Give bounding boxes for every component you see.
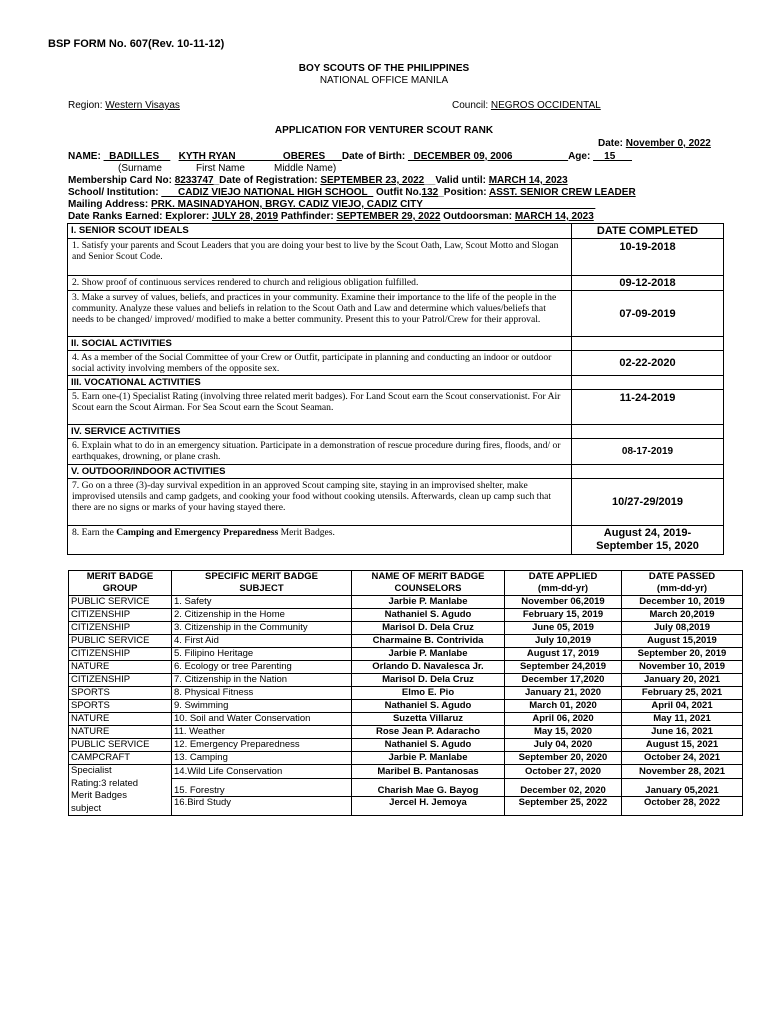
dob-value: _DECEMBER 09, 2006__________	[407, 151, 569, 162]
date-completed-header: DATE COMPLETED	[572, 224, 724, 239]
subject-header: SPECIFIC MERIT BADGE SUBJECT	[172, 571, 352, 596]
explorer-value: JULY 28, 2019	[211, 211, 279, 222]
date-label: Date:	[598, 138, 626, 149]
counselor-cell: Suzetta Villaruz	[352, 713, 505, 726]
counselor-cell: Nathaniel S. Agudo	[352, 609, 505, 622]
subject-cell: 4. First Aid	[172, 635, 352, 648]
table-row	[68, 479, 724, 526]
region-row	[68, 100, 180, 111]
applied-cell: November 06,2019	[505, 596, 622, 609]
group-cell: CITIZENSHIP	[69, 648, 172, 661]
requirement-date: 08-17-2019	[572, 439, 724, 465]
group-cell: CITIZENSHIP	[69, 674, 172, 687]
membership-value: 8233747	[174, 175, 214, 186]
requirement-text: 5. Earn one-(1) Specialist Rating (involving three related merit badges). For Land Scout earn the Scout conservationist. For Air Scout earn the Scout Airman. For Sea Scout earn the Scout Seaman.	[68, 390, 572, 425]
specialist-line: Rating:3 related	[71, 777, 139, 789]
council-label: Council:	[452, 100, 491, 111]
requirement-text: 4. As a member of the Social Committee of your Crew or Outfit, participate in planning and conducting an indoor or outdoor social activity involving members of the opposite sex.	[68, 351, 572, 376]
subject-cell: 5. Filipino Heritage	[172, 648, 352, 661]
passed-cell: July 08,2019	[622, 622, 743, 635]
region-label: Region:	[68, 100, 106, 111]
table-row	[69, 609, 743, 622]
passed-cell: December 10, 2019	[622, 596, 743, 609]
group-cell: SPORTS	[69, 700, 172, 713]
section-outdoor-indoor-activities: V. OUTDOOR/INDOOR ACTIVITIES	[68, 465, 572, 479]
applied-cell: December 02, 2020	[505, 778, 622, 797]
applied-cell: July 04, 2020	[505, 739, 622, 752]
school-row	[68, 187, 636, 198]
organization-name: BOY SCOUTS OF THE PHILIPPINES	[298, 63, 470, 74]
table-row	[68, 390, 724, 425]
subject-cell: 14.Wild Life Conservation	[172, 765, 352, 779]
counselor-cell: Jarbie P. Manlabe	[352, 596, 505, 609]
outdoorsman-value: MARCH 14, 2023	[514, 211, 594, 222]
subject-cell: 15. Forestry	[172, 778, 352, 797]
counselor-cell: Orlando D. Navalesca Jr.	[352, 661, 505, 674]
applied-cell: April 06, 2020	[505, 713, 622, 726]
table-row	[68, 351, 724, 376]
table-row	[68, 425, 724, 439]
date-range-start: August 24, 2019-	[603, 527, 692, 539]
empty-cell	[572, 425, 724, 439]
group-cell: CAMPCRAFT	[69, 752, 172, 765]
subject-cell: 2. Citizenship in the Home	[172, 609, 352, 622]
date-range-end: September 15, 2020	[596, 540, 699, 552]
membership-row	[68, 175, 568, 186]
requirement-date: 02-22-2020	[572, 351, 724, 376]
section-service-activities: IV. SERVICE ACTIVITIES	[68, 425, 572, 439]
merit-badge-group-header: MERIT BADGE GROUP	[69, 571, 172, 596]
table-row	[69, 700, 743, 713]
table-row	[69, 739, 743, 752]
subject-cell: 10. Soil and Water Conservation	[172, 713, 352, 726]
group-cell: PUBLIC SERVICE	[69, 739, 172, 752]
passed-cell: April 04, 2021	[622, 700, 743, 713]
first-name-value: KYTH RYAN ________	[178, 151, 283, 162]
requirement-date: 10/27-29/2019	[572, 479, 724, 526]
applied-cell: May 15, 2020	[505, 726, 622, 739]
applied-cell: September 25, 2022	[505, 797, 622, 816]
table-row	[68, 276, 724, 291]
mailing-label: Mailing Address:	[68, 199, 151, 210]
requirement-text: 7. Go on a three (3)-day survival expedition in an approved Scout camping site, staying in an improvised shelter, make improvised utensils and camp gadgets, and cooking your food without cooking utensils. Afterwards, clean up camp such that there are no signs or marks of your having stayed there.	[68, 479, 572, 526]
council-value: NEGROS OCCIDENTAL	[490, 100, 601, 111]
ranks-label: Date Ranks Earned: Explorer:	[68, 211, 212, 222]
position-label: _Position:	[438, 187, 489, 198]
table-row	[68, 224, 724, 239]
passed-cell: October 24, 2021	[622, 752, 743, 765]
counselor-cell: Maribel B. Pantanosas	[352, 765, 505, 779]
valid-label: __Valid until:	[424, 175, 489, 186]
empty-cell	[572, 465, 724, 479]
outfit-label: Outfit No.	[373, 187, 422, 198]
form-code: BSP FORM No. 607(Rev. 10-11-12)	[48, 38, 225, 50]
group-cell: CITIZENSHIP	[69, 622, 172, 635]
age-label: Age:	[568, 151, 594, 162]
pathfinder-label: Pathfinder:	[278, 211, 337, 222]
requirement-8-badges: Camping and Emergency Preparedness	[116, 527, 279, 538]
registration-label: _Date of Registration:	[213, 175, 321, 186]
specialist-line: Specialist	[71, 765, 112, 776]
passed-cell: February 25, 2021	[622, 687, 743, 700]
dob-label: Date of Birth:	[341, 151, 408, 162]
section-senior-scout-ideals: I. SENIOR SCOUT IDEALS	[68, 224, 572, 239]
subject-cell: 8. Physical Fitness	[172, 687, 352, 700]
applied-cell: July 10,2019	[505, 635, 622, 648]
requirement-text	[68, 526, 572, 555]
school-value: ___CADIZ VIEJO NATIONAL HIGH SCHOOL_	[161, 187, 374, 198]
table-row	[68, 439, 724, 465]
passed-cell: November 28, 2021	[622, 765, 743, 779]
date-applied-header: DATE APPLIED (mm-dd-yr)	[505, 571, 622, 596]
subject-cell: 6. Ecology or tree Parenting	[172, 661, 352, 674]
counselor-cell: Jarbie P. Manlabe	[352, 648, 505, 661]
passed-cell: August 15,2019	[622, 635, 743, 648]
counselor-cell: Charmaine B. Contrivida	[352, 635, 505, 648]
counselor-header: NAME OF MERIT BADGE COUNSELORS	[352, 571, 505, 596]
region-value: Western Visayas	[105, 100, 180, 111]
surname-caption: (Surname	[118, 163, 162, 174]
applied-cell: January 21, 2020	[505, 687, 622, 700]
applied-cell: June 05, 2019	[505, 622, 622, 635]
counselor-cell: Jercel H. Jemoya	[352, 797, 505, 816]
passed-cell: January 05,2021	[622, 778, 743, 797]
table-row	[68, 337, 724, 351]
subject-cell: 9. Swimming	[172, 700, 352, 713]
table-row	[68, 376, 724, 390]
merit-badge-table	[68, 570, 743, 816]
subject-cell: 13. Camping	[172, 752, 352, 765]
date-passed-header: DATE PASSED (mm-dd-yr)	[622, 571, 743, 596]
passed-cell: January 20, 2021	[622, 674, 743, 687]
table-row	[69, 765, 743, 779]
position-value: ASST. SENIOR CREW LEADER	[488, 187, 636, 198]
passed-cell: March 20,2019	[622, 609, 743, 622]
counselor-cell: Charish Mae G. Bayog	[352, 778, 505, 797]
subject-cell: 11. Weather	[172, 726, 352, 739]
group-cell: PUBLIC SERVICE	[69, 635, 172, 648]
table-row	[69, 687, 743, 700]
first-name-caption: First Name	[196, 163, 245, 174]
applied-cell: February 15, 2019	[505, 609, 622, 622]
group-cell: CITIZENSHIP	[69, 609, 172, 622]
age-value: __15___	[593, 151, 632, 162]
table-row	[69, 596, 743, 609]
table-row	[68, 465, 724, 479]
table-row	[69, 674, 743, 687]
applied-cell: September 24,2019	[505, 661, 622, 674]
table-row	[68, 239, 724, 276]
subject-cell: 1. Safety	[172, 596, 352, 609]
mailing-row	[68, 199, 595, 210]
table-row	[69, 648, 743, 661]
passed-cell: August 15, 2021	[622, 739, 743, 752]
subject-cell: 7. Citizenship in the Nation	[172, 674, 352, 687]
section-vocational-activities: III. VOCATIONAL ACTIVITIES	[68, 376, 572, 390]
applied-cell: December 17,2020	[505, 674, 622, 687]
table-row	[69, 713, 743, 726]
passed-cell: October 28, 2022	[622, 797, 743, 816]
empty-cell	[572, 337, 724, 351]
passed-cell: June 16, 2021	[622, 726, 743, 739]
requirements-table	[67, 223, 724, 555]
requirement-8-suffix: Merit Badges.	[278, 527, 335, 538]
middle-name-caption: Middle Name)	[274, 163, 337, 174]
counselor-cell: Marisol D. Dela Cruz	[352, 674, 505, 687]
specialist-line: Merit Badges	[71, 790, 127, 801]
form-title: APPLICATION FOR VENTURER SCOUT RANK	[274, 125, 494, 136]
applied-cell: August 17, 2019	[505, 648, 622, 661]
passed-cell: September 20, 2019	[622, 648, 743, 661]
requirement-date: 07-09-2019	[572, 291, 724, 337]
counselor-cell: Nathaniel S. Agudo	[352, 700, 505, 713]
council-row	[452, 100, 601, 111]
counselor-cell: Jarbie P. Manlabe	[352, 752, 505, 765]
passed-cell: May 11, 2021	[622, 713, 743, 726]
counselor-cell: Rose Jean P. Adaracho	[352, 726, 505, 739]
requirement-text: 3. Make a survey of values, beliefs, and practices in your community. Examine their importance to the life of the people in the community. Analyze these values and beliefs in relation to the Scout Oath and Law and determine which values/beliefs that needs to be changed/ improved/ modified to make a better community. Present this to your Patrol/Crew for their approval.	[68, 291, 572, 337]
counselor-cell: Nathaniel S. Agudo	[352, 739, 505, 752]
applied-cell: March 01, 2020	[505, 700, 622, 713]
valid-value: MARCH 14, 2023	[488, 175, 568, 186]
outdoorsman-label: Outdoorsman:	[440, 211, 515, 222]
requirement-date: 10-19-2018	[572, 239, 724, 276]
mailing-value: PRK. MASINADYAHON, BRGY. CADIZ VIEJO, CADIZ CITY_______________________________	[150, 199, 596, 210]
requirement-text: 6. Explain what to do in an emergency situation. Participate in a demonstration of rescue procedure during fires, floods, and/ or earthquakes, drowning, or plane crash.	[68, 439, 572, 465]
surname-value: _BADILLES__	[103, 151, 171, 162]
group-cell: NATURE	[69, 726, 172, 739]
name-row	[68, 151, 632, 162]
applied-cell: September 20, 2020	[505, 752, 622, 765]
office-name: NATIONAL OFFICE MANILA	[319, 75, 449, 86]
pathfinder-value: SEPTEMBER 29, 2022	[336, 211, 441, 222]
subject-cell: 16.Bird Study	[172, 797, 352, 816]
table-row	[69, 635, 743, 648]
ranks-row	[68, 211, 594, 222]
table-header-row	[69, 571, 743, 596]
table-row	[69, 752, 743, 765]
requirement-8-prefix: 8. Earn the	[72, 527, 117, 538]
passed-cell: November 10, 2019	[622, 661, 743, 674]
requirement-text: 1. Satisfy your parents and Scout Leaders that you are doing your best to live by the Scout Oath, Law, Scout Motto and Slogan and Senior Scout Code.	[68, 239, 572, 276]
registration-value: SEPTEMBER 23, 2022	[320, 175, 425, 186]
subject-cell: 12. Emergency Preparedness	[172, 739, 352, 752]
specialist-line: subject	[71, 802, 102, 814]
date-value: November 0, 2022	[625, 138, 711, 149]
group-cell: SPORTS	[69, 687, 172, 700]
name-label: NAME:	[68, 151, 104, 162]
middle-name-value: OBERES___	[282, 151, 342, 162]
requirement-date: 11-24-2019	[572, 390, 724, 425]
applied-cell: October 27, 2020	[505, 765, 622, 779]
group-cell: NATURE	[69, 661, 172, 674]
table-row	[69, 661, 743, 674]
requirement-date: 09-12-2018	[572, 276, 724, 291]
table-row	[68, 526, 724, 555]
subject-cell: 3. Citizenship in the Community	[172, 622, 352, 635]
group-cell: NATURE	[69, 713, 172, 726]
counselor-cell: Marisol D. Dela Cruz	[352, 622, 505, 635]
table-row	[69, 622, 743, 635]
counselor-cell: Elmo E. Pio	[352, 687, 505, 700]
membership-label: Membership Card No:	[68, 175, 175, 186]
table-row	[69, 726, 743, 739]
specialist-group-cell	[69, 765, 172, 816]
empty-cell	[572, 376, 724, 390]
date-row	[598, 138, 711, 149]
requirement-text: 2. Show proof of continuous services rendered to church and religious obligation fulfilled.	[68, 276, 572, 291]
outfit-value: 132	[421, 187, 439, 198]
group-cell: PUBLIC SERVICE	[69, 596, 172, 609]
school-label: School/ Institution:	[68, 187, 162, 198]
table-row	[68, 291, 724, 337]
requirement-date	[572, 526, 724, 555]
section-social-activities: II. SOCIAL ACTIVITIES	[68, 337, 572, 351]
